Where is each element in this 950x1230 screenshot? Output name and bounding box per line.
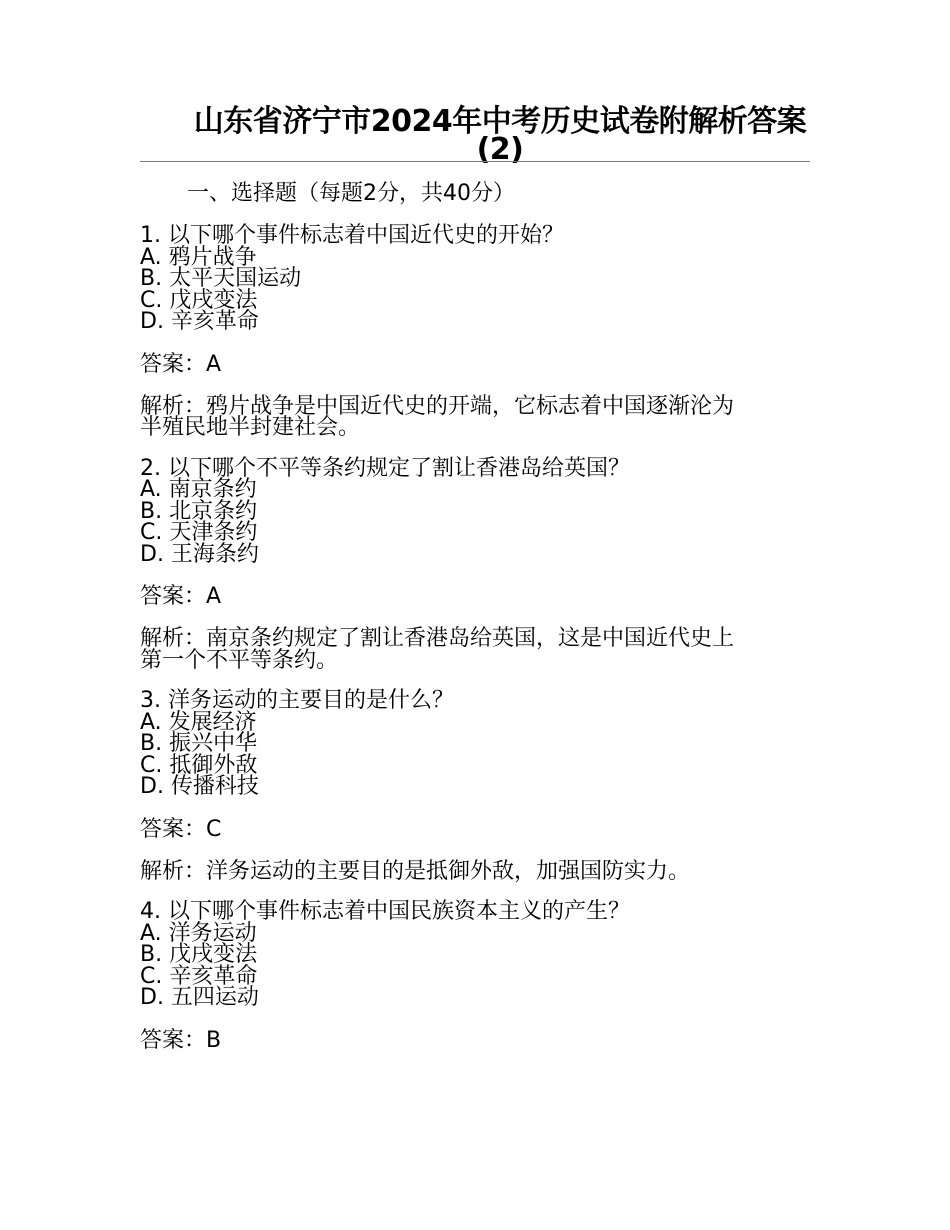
option-d: D. 五四运动 (140, 985, 259, 1010)
question-3 (140, 690, 815, 901)
option-a: A. 洋务运动 (140, 920, 257, 946)
analysis-line: 半殖民地半封建社会。 (140, 415, 361, 440)
option-a: A. 鸦片战争 (140, 244, 257, 270)
option-d: D. 辛亥革命 (140, 309, 259, 334)
document-title: 山东省济宁市2024年中考历史试卷附解析答案(2) (193, 104, 807, 167)
option-b: B. 太平天国运动 (140, 266, 302, 291)
answer: 答案：A (140, 584, 222, 609)
question-stem: 2. 以下哪个不平等条约规定了割让香港岛给英国？ (140, 455, 630, 481)
option-b: B. 振兴中华 (140, 731, 258, 756)
question-list (140, 225, 815, 1055)
answer: 答案：A (140, 351, 222, 377)
question-1 (140, 225, 815, 458)
analysis-line: 解析：鸦片战争是中国近代史的开端，它标志着中国逐渐沦为 (140, 393, 735, 419)
analysis (140, 393, 815, 440)
section-heading: 一、选择题（每题2分，共40分） (187, 181, 515, 206)
analysis (140, 858, 815, 884)
option-d: D. 传播科技 (140, 774, 259, 799)
analysis-line: 解析：南京条约规定了割让香港岛给英国，这是中国近代史上 (140, 626, 735, 651)
option-a: A. 发展经济 (140, 709, 257, 735)
option-c: C. 戊戌变法 (140, 287, 258, 313)
title-block (140, 104, 810, 167)
answer: 答案：C (140, 816, 222, 842)
question-stem: 3. 洋务运动的主要目的是什么？ (140, 688, 454, 713)
option-b: B. 北京条约 (140, 498, 258, 524)
analysis (140, 628, 815, 671)
option-c: C. 天津条约 (140, 520, 258, 545)
question-4 (140, 901, 815, 1055)
question-block (140, 225, 815, 333)
answer: 答案：B (140, 1027, 222, 1053)
option-a: A. 南京条约 (140, 477, 257, 502)
option-b: B. 戊戌变法 (140, 942, 258, 967)
analysis-line: 第一个不平等条约。 (140, 647, 339, 673)
question-2 (140, 455, 815, 691)
analysis-line: 解析：洋务运动的主要目的是抵御外敌，加强国防实力。 (140, 858, 691, 884)
question-block (140, 901, 815, 1009)
question-stem: 4. 以下哪个事件标志着中国民族资本主义的产生？ (140, 899, 630, 924)
option-d: D. 王海条约 (140, 541, 259, 567)
option-c: C. 抵御外敌 (140, 752, 258, 778)
question-block (140, 455, 815, 567)
option-c: C. 辛亥革命 (140, 963, 258, 989)
title-underline (140, 161, 810, 162)
question-stem: 1. 以下哪个事件标志着中国近代史的开始？ (140, 223, 564, 248)
question-block (140, 690, 815, 798)
